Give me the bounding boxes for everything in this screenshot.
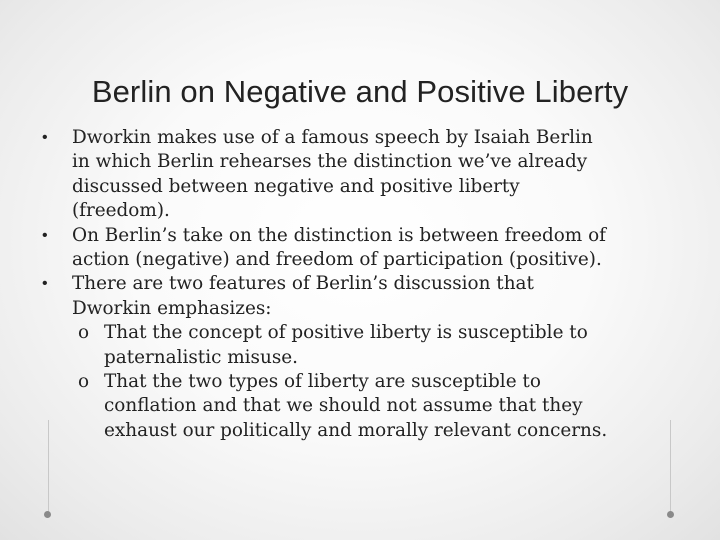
bullet-marker: •: [42, 129, 48, 146]
sub-bullet-marker: o: [78, 371, 90, 393]
sub-bullet-line: exhaust our politically and morally relevant concerns.: [104, 419, 608, 441]
bullet-item: [28, 224, 688, 273]
bullet-line: (freedom).: [72, 200, 170, 222]
sub-bullet-marker: o: [78, 322, 90, 344]
sub-bullet-item: [28, 370, 688, 443]
bullet-line: Dworkin makes use of a famous speech by Isaiah Berlin: [72, 127, 593, 148]
bullet-marker: •: [42, 275, 48, 293]
slide-body: [28, 126, 688, 443]
sub-bullet-line: paternalistic misuse.: [104, 346, 298, 368]
bullet-line: On Berlin’s take on the distinction is between freedom of: [72, 224, 606, 246]
bullet-item: [28, 272, 688, 321]
slide-title: Berlin on Negative and Positive Liberty: [91, 74, 629, 109]
bullet-line: Dworkin emphasizes:: [72, 297, 272, 319]
sub-bullet-line: That the two types of liberty are susceptible to: [104, 371, 541, 393]
sub-bullet-line: conflation and that we should not assume that they: [104, 395, 583, 417]
sub-bullet-item: [28, 321, 688, 370]
bullet-line: action (negative) and freedom of participation (positive).: [72, 249, 602, 271]
decorative-ring-line-left: [48, 420, 103, 516]
bullet-marker: •: [42, 226, 48, 244]
bullet-line: There are two features of Berlin’s discussion that: [72, 273, 534, 295]
bullet-item: [28, 126, 688, 224]
bullet-line: discussed between negative and positive liberty: [72, 175, 520, 197]
decorative-ring-line-right: [670, 420, 720, 516]
bullet-line: in which Berlin rehearses the distinction we’ve already: [72, 151, 588, 173]
decorative-ring-dot-right: [667, 511, 674, 518]
sub-bullet-line: That the concept of positive liberty is susceptible to: [104, 322, 588, 344]
decorative-ring-dot-left: [44, 511, 51, 518]
